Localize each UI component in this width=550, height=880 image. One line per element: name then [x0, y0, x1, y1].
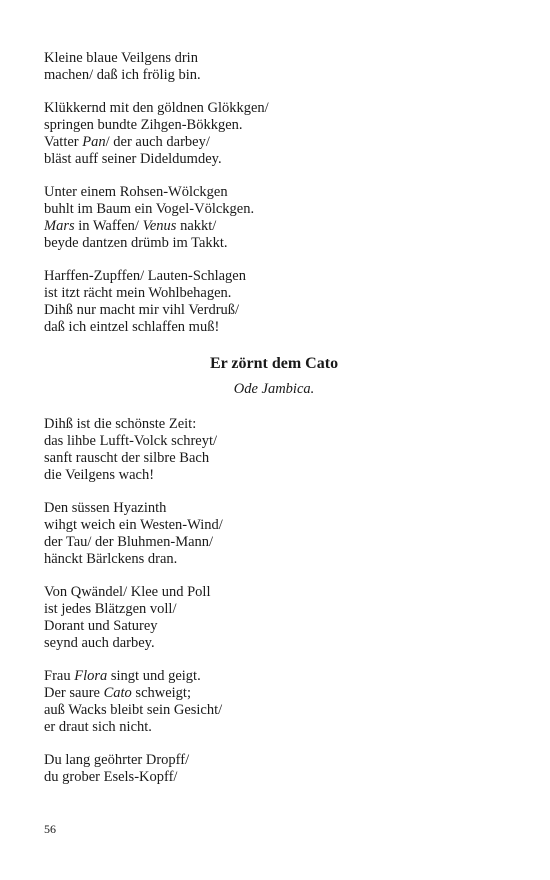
verse-text: schweigt;	[131, 685, 191, 701]
verse-line	[44, 702, 504, 719]
verse-line	[44, 117, 504, 134]
verse-text: daß ich eintzel schlaffen muß!	[44, 319, 220, 335]
verse-line	[44, 416, 504, 433]
verse-text: springen bundte Zihgen-Bökkgen.	[44, 117, 243, 133]
verse-line	[44, 151, 504, 168]
verse-line	[44, 668, 504, 685]
verse-text: Unter einem Rohsen-Wölckgen	[44, 184, 228, 200]
verse-line	[44, 450, 504, 467]
verse-text: du grober Esels-Kopff/	[44, 769, 178, 785]
verse-text: seynd auch darbey.	[44, 635, 155, 651]
verse-line	[44, 517, 504, 534]
verse-line	[44, 752, 504, 769]
poem-first	[44, 50, 504, 336]
verse-text: Vatter	[44, 134, 83, 150]
stanza	[44, 584, 504, 652]
poem-second	[44, 416, 504, 786]
verse-line	[44, 500, 504, 517]
verse-line	[44, 601, 504, 618]
verse-text: Frau	[44, 668, 75, 684]
verse-text: Der saure	[44, 685, 104, 701]
verse-line	[44, 184, 504, 201]
verse-text: Harffen-Zupffen/ Lauten-Schlagen	[44, 268, 246, 284]
verse-text: beyde dantzen drümb im Takkt.	[44, 235, 228, 251]
verse-text: bläst auff seiner Dideldumdey.	[44, 151, 222, 167]
stanza	[44, 668, 504, 736]
stanza	[44, 268, 504, 336]
verse-line	[44, 218, 504, 235]
verse-text: Kleine blaue Veilgens drin	[44, 50, 198, 66]
verse-line	[44, 268, 504, 285]
verse-line	[44, 584, 504, 601]
verse-line	[44, 201, 504, 218]
verse-text: Du lang geöhrter Dropff/	[44, 752, 190, 768]
verse-line	[44, 302, 504, 319]
verse-text: er draut sich nicht.	[44, 719, 152, 735]
verse-line	[44, 285, 504, 302]
verse-text: auß Wacks bleibt sein Gesicht/	[44, 702, 223, 718]
poem-subtitle: Ode Jambica.	[233, 381, 315, 397]
verse-text: hänckt Bärlckens dran.	[44, 551, 178, 567]
italic-name: Flora	[74, 668, 108, 684]
verse-text: sanft rauscht der silbre Bach	[44, 450, 210, 466]
verse-line	[44, 50, 504, 67]
italic-name: Mars	[44, 218, 75, 234]
verse-text: singt und geigt.	[107, 668, 201, 684]
verse-text: die Veilgens wach!	[44, 467, 155, 483]
verse-line	[44, 467, 504, 484]
stanza	[44, 100, 504, 168]
verse-text: machen/ daß ich frölig bin.	[44, 67, 201, 83]
verse-text: Von Qwändel/ Klee und Poll	[44, 584, 211, 600]
verse-text: wihgt weich ein Westen-Wind/	[44, 517, 223, 533]
poem-title: Er zörnt dem Cato	[209, 355, 339, 372]
verse-text: Dihß nur macht mir vihl Verdruß/	[44, 302, 240, 318]
verse-text: Dihß ist die schönste Zeit:	[44, 416, 197, 432]
verse-text: nakkt/	[176, 218, 217, 234]
verse-text: buhlt im Baum ein Vogel-Völckgen.	[44, 201, 255, 217]
verse-text: / der auch darbey/	[105, 134, 210, 150]
verse-text: ist jedes Blätzgen voll/	[44, 601, 177, 617]
stanza	[44, 416, 504, 484]
italic-name: Cato	[103, 685, 132, 701]
italic-name: Venus	[142, 218, 177, 234]
verse-line	[44, 134, 504, 151]
stanza	[44, 500, 504, 568]
verse-line	[44, 635, 504, 652]
page-body	[44, 50, 504, 802]
verse-line	[44, 551, 504, 568]
stanza	[44, 752, 504, 786]
verse-text: Klükkernd mit den göldnen Glökkgen/	[44, 100, 269, 116]
verse-text: in Waffen/	[74, 218, 143, 234]
verse-text: ist itzt rächt mein Wohlbehagen.	[44, 285, 232, 301]
verse-line	[44, 319, 504, 336]
verse-line	[44, 433, 504, 450]
verse-line	[44, 618, 504, 635]
stanza	[44, 184, 504, 252]
verse-text: Den süssen Hyazinth	[44, 500, 167, 516]
verse-line	[44, 685, 504, 702]
page-number: 56	[44, 822, 56, 836]
verse-text: Dorant und Saturey	[44, 618, 158, 634]
verse-line	[44, 235, 504, 252]
stanza	[44, 50, 504, 84]
verse-line	[44, 67, 504, 84]
verse-line	[44, 534, 504, 551]
italic-name: Pan	[82, 134, 106, 150]
verse-text: der Tau/ der Bluhmen-Mann/	[44, 534, 214, 550]
verse-line	[44, 719, 504, 736]
verse-line	[44, 100, 504, 117]
verse-text: das lihbe Lufft-Volck schreyt/	[44, 433, 218, 449]
verse-line	[44, 769, 504, 786]
